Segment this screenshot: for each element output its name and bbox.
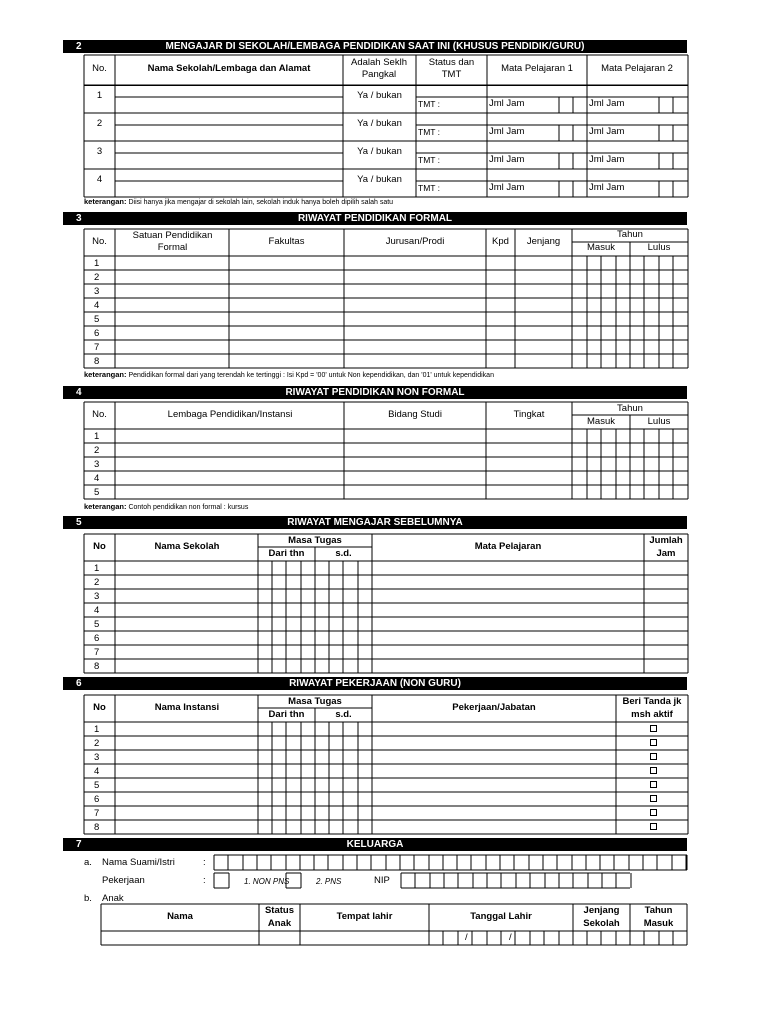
active-checkbox[interactable] [650,823,657,830]
col-no: No [93,702,106,713]
col-beri-2: msh aktif [631,709,673,720]
row-number: 1 [94,431,100,442]
row-number: 6 [94,633,100,644]
col-dari: Dari thn [268,709,305,720]
col-jenjang-1: Jenjang [583,905,620,916]
row-number: 6 [94,794,100,805]
row-number: 8 [94,822,100,833]
section-title: RIWAYAT MENGAJAR SEBELUMNYA [287,517,463,528]
row-number: 4 [94,766,100,777]
jml-jam-label: Jml Jam [489,126,525,137]
label-anak: Anak [102,893,124,904]
jml-jam-label: Jml Jam [589,126,625,137]
row-number: 7 [94,342,100,353]
row-number: 2 [96,118,103,129]
row-number: 8 [94,356,100,367]
col-status-2: TMT [441,69,462,80]
colon: : [203,875,206,886]
col-nama-sekolah: Nama Sekolah [154,541,220,552]
label-nama-suami: Nama Suami/Istri [102,857,175,868]
row-number: 1 [94,563,100,574]
col-tanggal: Tanggal Lahir [470,911,532,922]
col-lembaga: Lembaga Pendidikan/Instansi [167,409,293,420]
col-nama-instansi: Nama Instansi [154,702,220,713]
col-lulus: Lulus [647,416,671,427]
active-checkbox[interactable] [650,739,657,746]
col-jenjang: Jenjang [526,236,561,247]
section-number: 2 [76,41,82,52]
note-label: keterangan: [84,502,127,511]
col-jurusan: Jurusan/Prodi [385,236,445,247]
col-no: No. [92,63,107,74]
col-nama-sekolah: Nama Sekolah/Lembaga dan Alamat [147,63,311,74]
active-checkbox[interactable] [650,781,657,788]
section-4-header [63,386,687,399]
section-4-note [84,502,248,512]
jml-jam-label: Jml Jam [489,98,525,109]
col-mp1: Mata Pelajaran 1 [501,63,573,74]
row-number: 2 [94,738,100,749]
section-7-header [63,838,687,851]
row-number: 3 [94,286,100,297]
section-title: MENGAJAR DI SEKOLAH/LEMBAGA PENDIDIKAN SAAT INI (KHUSUS PENDIDIK/GURU) [165,41,585,52]
section-3-header [63,212,687,225]
active-checkbox[interactable] [650,753,657,760]
col-mp2: Mata Pelajaran 2 [601,63,673,74]
col-masa-tugas: Masa Tugas [288,696,342,707]
section-number: 5 [76,517,82,528]
col-sd: s.d. [335,548,352,559]
ya-bukan-option: Ya / bukan [357,174,402,185]
row-number: 2 [94,577,100,588]
active-checkbox[interactable] [650,767,657,774]
tmt-label: TMT : [418,127,441,137]
row-number: 3 [94,459,100,470]
row-number: 4 [94,300,100,311]
jml-jam-label: Jml Jam [589,182,625,193]
col-masuk: Masuk [587,416,615,427]
section-number: 3 [76,213,82,224]
section-2-note [84,197,393,207]
item-b-marker: b. [84,893,92,904]
row-number: 1 [94,258,100,269]
tmt-label: TMT : [418,183,441,193]
col-bidang: Bidang Studi [388,409,442,420]
col-satuan-2: Formal [157,242,188,253]
col-jenjang-2: Sekolah [583,918,620,929]
col-no: No [93,541,106,552]
section-6-header [63,677,687,690]
ya-bukan-option: Ya / bukan [357,118,402,129]
col-tahun-1: Tahun [644,905,673,916]
row-number: 4 [94,605,100,616]
col-status-1: Status [264,905,295,916]
col-tingkat: Tingkat [513,409,545,420]
row-number: 5 [94,487,100,498]
jml-jam-label: Jml Jam [589,154,625,165]
col-dari: Dari thn [268,548,305,559]
section-number: 4 [76,387,82,398]
ya-bukan-option: Ya / bukan [357,146,402,157]
col-mata-pelajaran: Mata Pelajaran [474,541,542,552]
col-fakultas: Fakultas [268,236,305,247]
label-nip: NIP [374,875,390,886]
active-checkbox[interactable] [650,795,657,802]
active-checkbox[interactable] [650,809,657,816]
tmt-label: TMT : [418,155,441,165]
colon: : [203,857,206,868]
col-tempat: Tempat lahir [336,911,393,922]
row-number: 5 [94,619,100,630]
col-jumlah-1: Jumlah [649,535,683,546]
tmt-label: TMT : [418,99,441,109]
jml-jam-label: Jml Jam [489,182,525,193]
col-pangkal-2: Pangkal [361,69,397,80]
col-sd: s.d. [335,709,352,720]
col-no: No. [92,236,107,247]
row-number: 3 [96,146,103,157]
jml-jam-label: Jml Jam [589,98,625,109]
col-satuan-1: Satuan Pendidikan [132,230,213,241]
row-number: 7 [94,647,100,658]
section-title: RIWAYAT PEKERJAAN (NON GURU) [289,678,461,689]
date-slash: / [509,932,512,943]
row-number: 4 [94,473,100,484]
row-number: 6 [94,328,100,339]
col-kpd: Kpd [492,236,509,247]
note-label: keterangan: [84,370,127,379]
col-lulus: Lulus [647,242,671,253]
row-number: 2 [94,445,100,456]
col-tahun: Tahun [617,229,643,240]
row-number: 5 [94,314,100,325]
date-slash: / [465,932,468,943]
section-5-header [63,516,687,529]
note-text: Contoh pendidikan non formal : kursus [128,504,249,511]
col-status-2: Anak [267,918,292,929]
row-number: 7 [94,808,100,819]
option-pns[interactable]: 2. PNS [316,877,342,886]
row-number: 3 [94,591,100,602]
col-pangkal-1: Adalah Seklh [351,57,407,68]
active-checkbox[interactable] [650,725,657,732]
row-number: 1 [94,724,100,735]
section-number: 6 [76,678,82,689]
jml-jam-label: Jml Jam [489,154,525,165]
section-3-note [84,370,494,380]
note-label: keterangan: [84,197,127,206]
col-status-1: Status dan [428,57,475,68]
row-number: 4 [96,174,103,185]
option-non-pns[interactable]: 1. NON PNS [244,877,290,886]
ya-bukan-option: Ya / bukan [357,90,402,101]
section-title: KELUARGA [346,839,404,850]
row-number: 8 [94,661,100,672]
note-text: Diisi hanya jika mengajar di sekolah lain, sekolah induk hanya boleh dipilih salah satu [128,199,394,206]
col-nama: Nama [167,911,193,922]
col-beri-1: Beri Tanda jk [622,696,682,707]
row-number: 2 [94,272,100,283]
col-masuk: Masuk [587,242,615,253]
col-pekerjaan: Pekerjaan/Jabatan [452,702,536,713]
label-pekerjaan: Pekerjaan [102,875,145,886]
section-number: 7 [76,839,82,850]
row-number: 3 [94,752,100,763]
row-number: 5 [94,780,100,791]
col-tahun-2: Masuk [643,918,674,929]
section-title: RIWAYAT PENDIDIKAN NON FORMAL [285,387,465,398]
row-number: 1 [96,90,103,101]
note-text: Pendidikan formal dari yang terendah ke tertinggi : Isi Kpd = '00' untuk Non kependidikan, dan '01' untuk kependidikan [128,372,494,379]
item-a-marker: a. [84,857,92,868]
col-jumlah-2: Jam [656,548,676,559]
col-masa-tugas: Masa Tugas [288,535,342,546]
col-no: No. [92,409,107,420]
section-2-header [63,40,687,53]
section-title: RIWAYAT PENDIDIKAN FORMAL [297,213,453,224]
col-tahun: Tahun [617,403,643,414]
